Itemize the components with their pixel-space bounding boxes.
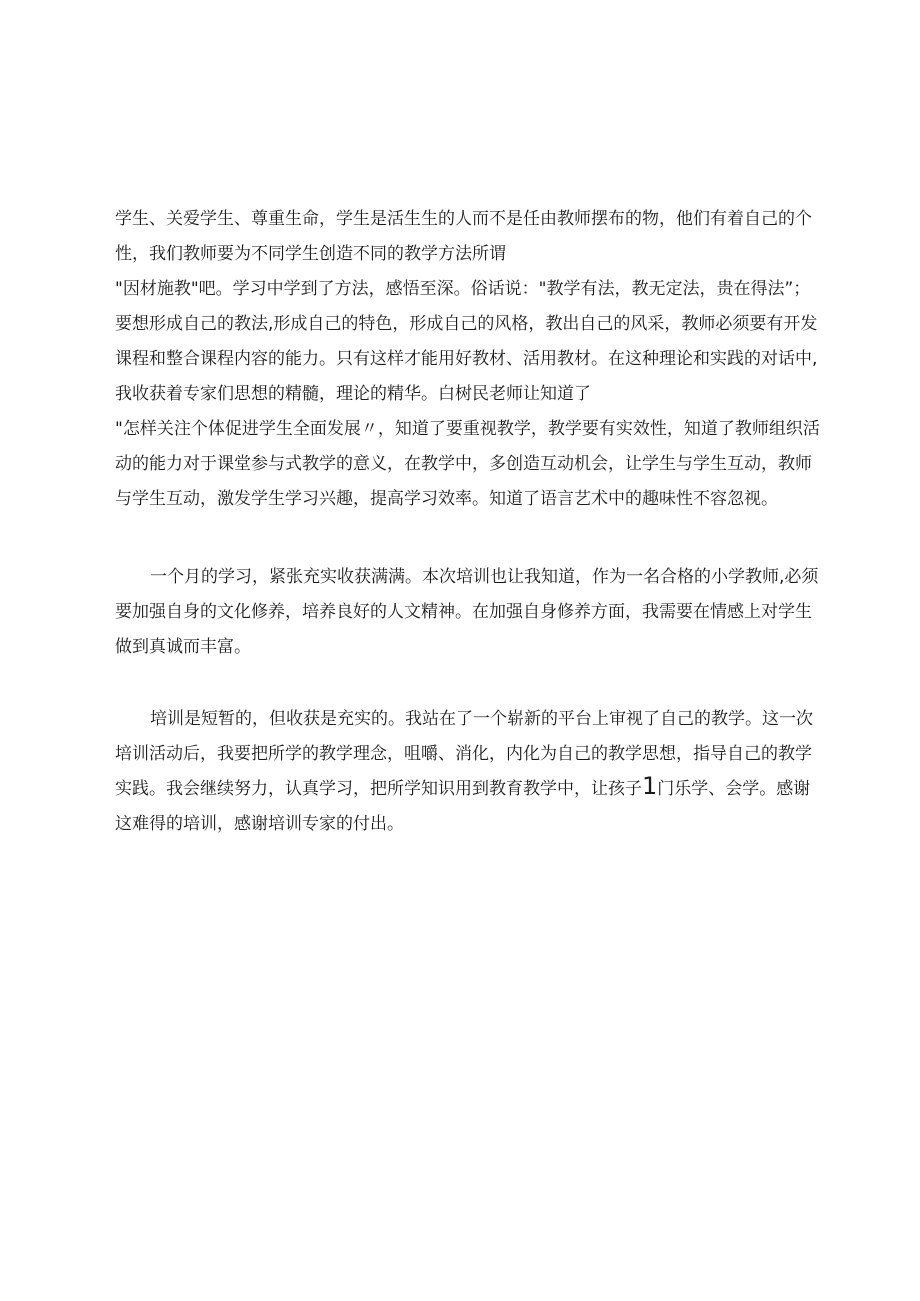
text-line: 一个月的学习，紧张充实收获满满。本次培训也让我知道，作为一名合格的小学教师,必须: [150, 567, 819, 587]
text-line: 要想形成自己的教法,形成自己的特色，形成自己的风格，教出自己的风采，教师必须要有开发: [115, 314, 818, 334]
text-line: 课程和整合课程内容的能力。只有这样才能用好教材、活用教材。在这种理论和实践的对话中,: [115, 349, 818, 369]
text-line: 我收获着专家们思想的精髓，理论的精华。白树民老师让知道了: [115, 384, 591, 404]
text-line: 学生、关爱学生、尊重生命，学生是活生生的人而不是任由教师摆布的物，他们有着自己的个: [115, 209, 812, 229]
text-segment: 实践。我会继续努力，认真学习，把所学知识用到教育教学中，让孩子: [115, 779, 642, 799]
paragraph-1: [115, 202, 830, 517]
text-line: "因材施教"吧。学习中学到了方法，感悟至深。俗话说："教学有法，教无定法，贵在得法”；: [115, 279, 811, 299]
digit-one: 1: [642, 772, 658, 800]
text-line: 与学生互动，激发学生学习兴趣，提高学习效率。知道了语言艺术中的趣味性不容忽视。: [115, 489, 778, 509]
text-line: 这难得的培训，感谢培训专家的付出。: [115, 814, 404, 834]
text-line-with-digit: [115, 772, 830, 807]
text-line: "怎样关注个体促进学生全面发展〃，知道了要重视教学，教学要有实效性，知道了教师组织活: [115, 419, 820, 439]
text-line: 要加强自身的文化修养，培养良好的人文精神。在加强自身修养方面，我需要在情感上对学生: [115, 602, 812, 622]
paragraph-3: [115, 702, 830, 842]
text-line: 做到真诚而丰富。: [115, 637, 251, 657]
text-line: 性，我们教师要为不同学生创造不同的教学方法所谓: [115, 244, 506, 264]
text-line: 培训活动后，我要把所学的教学理念，咀嚼、消化，内化为自己的教学思想，指导自己的教学: [115, 744, 812, 764]
text-line: 培训是短暂的，但收获是充实的。我站在了一个崭新的平台上审视了自己的教学。这一次: [150, 709, 813, 729]
paragraph-2: [115, 560, 830, 665]
text-segment: 门乐学、会学。感谢: [657, 779, 811, 799]
text-line: 动的能力对于课堂参与式教学的意义，在教学中，多创造互动机会，让学生与学生互动，教师: [115, 454, 812, 474]
